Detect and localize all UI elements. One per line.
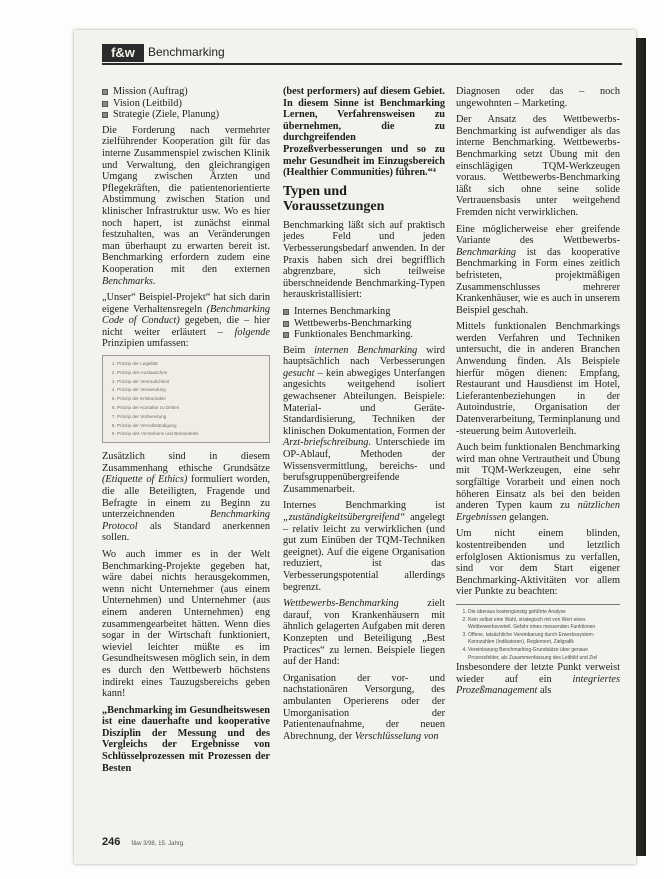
principle-item: 2. Prinzip des Austausches xyxy=(117,369,265,378)
paragraph: Der Ansatz des Wettbewerbs-Benchmarking ist aufwendiger als das interne Benchmarking. Wettbewerbs-Benchmarking setzt Übung mit den einschlägigen TQM-Werkzeugen voraus. Wettbewerbs-Benchmarking läßt sich ohne seine solide Vertrauensbasis unter weitgehend Fremden nicht verwirklichen. xyxy=(456,114,620,218)
column-3 xyxy=(456,86,620,702)
paragraph: Diagnosen oder das – noch ungewohnten – Marketing. xyxy=(456,86,620,109)
paragraph: Auch beim funktionalen Benchmarking wird man ohne Vertrautheit und Übung mit TQM-Werkzeugen, eine sehr sorgfältige Vorarbeit und einen noch höheren Einsatz als bei den beiden anderen Typen kaum zu nützlichen Ergebnissen gelangen. xyxy=(456,442,620,523)
paragraph: Eine möglicherweise eher greifende Variante des Wettbewerbs-Benchmarking ist das kooperative Benchmarking in Form eines zeitlich befristeten, projektmäßigen Zusammenschlusses mehrerer Krankenhäuser, wie es auch in unserem Beispiel geschah. xyxy=(456,223,620,316)
list-item: Internes Benchmarking xyxy=(283,306,445,318)
paragraph: Insbesondere der letzte Punkt verweist wieder auf ein integriertes Prozeßmanagement als xyxy=(456,662,621,697)
paragraph: Mittels funktionalen Benchmarkings werden Verfahren und Techniken untersucht, die in anderen Branchen Anwendung finden. Als Beispiele hierfür mögen dienen: Empfang, Restaurant und Hausdienst im Hotel, Lieferantenbeziehungen in der Autoindustrie, Organisation der Datenverarbeitung, Terminplanung und -steuerung beim Autoverleih. xyxy=(456,321,620,437)
section-title: Benchmarking xyxy=(148,45,225,59)
paragraph: Wettbewerbs-Benchmarking zielt darauf, von Krankenhäusern mit ähnlich gelagerten Aufgaben mit deren Konzepten und Beteiligung „Best Practices“ zu lernen. Beispiele liegen auf der Hand: xyxy=(283,598,445,668)
principles-box xyxy=(102,355,270,443)
paragraph: Zusätzlich sind in diesem Zusammenhang ethische Grundsätze (Etiquette of Ethics) formuliert worden, die alle Beteiligten, Fragende und Befragte in einem zu Beginn zu unterzeichnenden Benchmarking Protocol als Standard anerkennen sollen. xyxy=(102,451,270,544)
msv-list xyxy=(102,86,270,121)
page-number: 246 xyxy=(102,836,121,848)
column-1 xyxy=(102,86,270,779)
principle-item: 3. Prinzip der Vertraulichkeit xyxy=(117,378,265,387)
definition-quote-cont: (best performers) auf diesem Gebiet. In diesem Sinne ist Benchmarking Lernen, Verfahrensweisen zu übernehmen, die zu durchgreifenden Prozeßverbesserungen und so zu mehr Gesundheit im Einzugsbereich (Healthier Communities) führen.“⁴ xyxy=(283,86,445,179)
paragraph: Wo auch immer es in der Welt Benchmarking-Projekte gegeben hat, wäre dabei nichts herausgekommen, wenn nicht Unternehmer (aus einem Unternehmen) und Unternehmer (aus einem anderen Unternehmen) eng zusammengearbeitet hätten. Wenn dies sogar in der Wirtschaft funktioniert, wieviel leichter müßte es im Gesundheitswesen möglich sein, in dem es durch den Wettbewerb höchstens indirekt eines Tauzugsbereichs geben kann! xyxy=(102,548,270,700)
principle-item: 8. Prinzip der Vervollständigung xyxy=(117,422,265,431)
list-item: Mission (Auftrag) xyxy=(102,86,270,98)
paragraph: Organisation der vor- und nachstationären Versorgung, des ambulanten Operierens oder der Umorganisation der Patientenaufnahme, der neuen Abrechnung, der Verschlüsselung von xyxy=(283,672,445,742)
list-item: Funktionales Benchmarking. xyxy=(283,329,445,341)
running-header xyxy=(102,44,622,63)
header-rule xyxy=(102,63,622,65)
paragraph: „Unser“ Beispiel-Projekt“ hat sich darin eigene Verhaltensregeln (Benchmarking Code of Conduct) gegeben, die – hier nicht weiter erläutert – folgende Prinzipien umfassen: xyxy=(102,292,271,350)
journal-issue: f&w 3/98, 15. Jahrg. xyxy=(131,841,185,847)
section-heading: Typen und Voraussetzungen xyxy=(283,183,385,214)
points-box xyxy=(456,604,620,662)
point-item: 3. Offene, tatsächliche Vereinbarung durch Erwerbssystem-Kennzahlen (Indikatoren), Reglement, Zielgrafik xyxy=(468,632,620,647)
principle-item: 7. Prinzip der Vorbereitung xyxy=(117,413,265,422)
list-item: Wettbewerbs-Benchmarking xyxy=(283,318,445,330)
principle-item: 5. Prinzip der Erstkontakte xyxy=(117,395,265,404)
paragraph: Beim internen Benchmarking wird hauptsächlich nach Verbesserungen gesucht – kein abwegiges Unterfangen angesichts weitgehend isoliert gewachsener Abteilungen. Beispiele: Material- und Geräte-Standardisierung, Techniken der klinischen Dokumentation, Formen der Arzt-briefschreibung. Unterschiede im OP-Ablauf, Methoden der Wissensvermittlung, bereichs- und berufsgruppenübergreifende Zusammenarbeit. xyxy=(283,344,446,495)
point-item: 1. Die überaus kostengünstig geführte Analyse xyxy=(468,609,620,617)
page-footer xyxy=(102,836,185,848)
point-item: 4. Vereinbarung Benchmarking-Grundsätze über genaue Prozessfelder, als Zusammenfassung des Leitbild und Ziel xyxy=(468,647,620,662)
column-2 xyxy=(283,86,445,747)
paragraph: Um nicht einem blinden, kostentreibenden und letztlich erfolglosen Aktionismus zu verfallen, sind vor dem Start eigener Benchmarking-Aktivitäten vor allem vier Punkte zu beachten: xyxy=(456,528,620,598)
types-list xyxy=(283,306,445,341)
definition-quote: „Benchmarking im Gesundheitswesen ist eine dauerhafte und kooperative Disziplin der Messung und des Vergleichs der Ergebnisse von Schlüsselprozessen mit Prozessen der Besten xyxy=(102,704,270,774)
paragraph: Benchmarking läßt sich auf praktisch jedes Feld und jeden Verbesserungsbedarf anwenden. In der Praxis haben sich drei begrifflich abgrenzbare, sich teilweise überschneidende Benchmarking-Typen herauskristallisiert: xyxy=(283,219,445,301)
paragraph: Internes Benchmarking ist „zuständigkeitsübergreifend“ angelegt – relativ leicht zu verwirklichen (und gut zum Einüben der TQM-Techniken geeignet). Auf die eigene Organisation reduziert, ist das Verbesserungspotential allerdings begrenzt. xyxy=(283,500,445,593)
list-item: Vision (Leitbild) xyxy=(102,98,270,110)
paragraph: Die Forderung nach vermehrter zielführender Kooperation gilt für das interne Zusammenspiel zwischen Klinik und Verwaltung, den gleichrangigen Umgang zwischen Ärzten und Pflegekräften, die patientenorientierte Abstimmung zwischen Station und klinischer Infrastruktur usw. Wo es hier noch hapert, ist zunächst einmal festzuhalten, was an Veränderungen man überhaupt zu erwarten bereit ist. Benchmarking erfordern zudem eine Kooperation mit den externen Benchmarks. xyxy=(102,124,270,287)
journal-logo: f&w xyxy=(102,44,144,62)
principle-item: 6. Prinzip der Kontakte zu Dritten xyxy=(117,404,265,413)
principle-item: 9. Prinzip des Verstehens und Behandelns xyxy=(117,430,265,439)
principle-item: 1. Prinzip der Legalität xyxy=(117,360,265,369)
principle-item: 4. Prinzip der Verwendung xyxy=(117,386,265,395)
point-item: 2. Kein selbst eine Wahl, strategisch mit von Wert eines Wettbewerbsvorteil. Gefahr eines messenden Funktionen xyxy=(468,617,620,632)
list-item: Strategie (Ziele, Planung) xyxy=(102,109,270,121)
